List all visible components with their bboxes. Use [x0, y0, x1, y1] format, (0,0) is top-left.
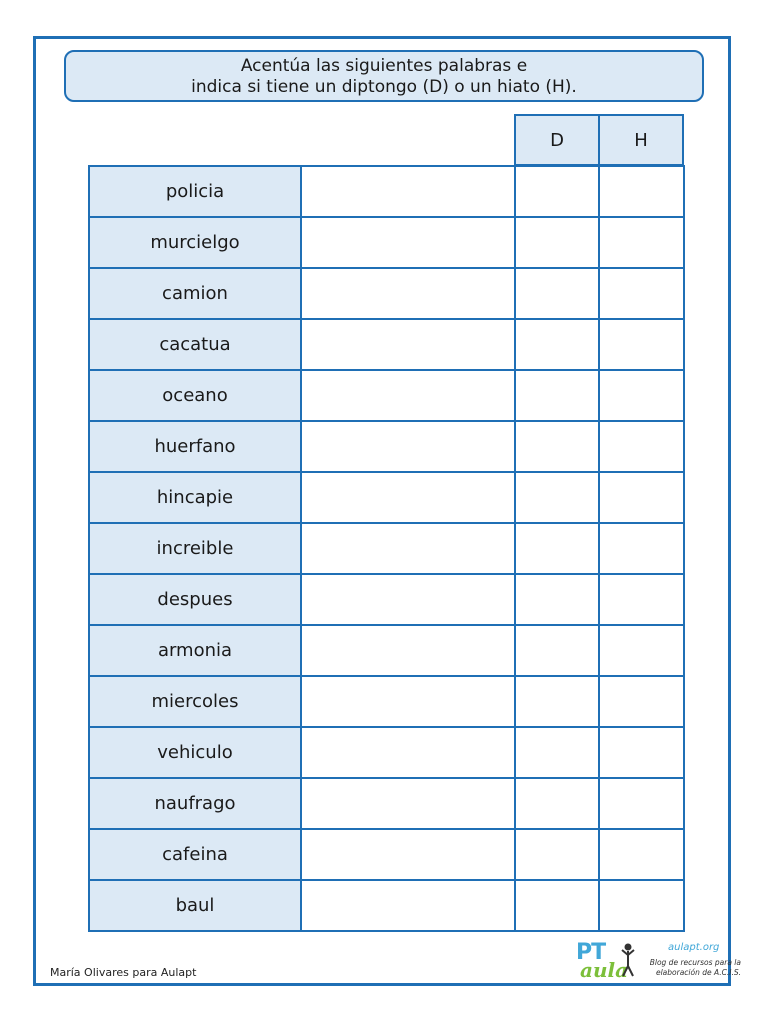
- word-cell: oceano: [88, 369, 302, 422]
- hiato-cell[interactable]: [598, 828, 685, 881]
- table-row: [88, 675, 685, 726]
- answer-cell[interactable]: [300, 522, 516, 575]
- hiato-cell[interactable]: [598, 522, 685, 575]
- diptongo-cell[interactable]: [514, 369, 600, 422]
- table-row: [88, 471, 685, 522]
- site-desc-line-1: Blog de recursos para la: [649, 958, 741, 967]
- hiato-cell[interactable]: [598, 420, 685, 473]
- column-header-h: H: [598, 114, 684, 166]
- answer-cell[interactable]: [300, 165, 516, 218]
- table-row: [88, 522, 685, 573]
- hiato-cell[interactable]: [598, 777, 685, 830]
- diptongo-cell[interactable]: [514, 879, 600, 932]
- answer-cell[interactable]: [300, 777, 516, 830]
- answer-cell[interactable]: [300, 216, 516, 269]
- instruction-line-2: indica si tiene un diptongo (D) o un hiato (H).: [191, 77, 577, 97]
- diptongo-cell[interactable]: [514, 318, 600, 371]
- table-row: [88, 318, 685, 369]
- answer-cell[interactable]: [300, 624, 516, 677]
- answer-cell[interactable]: [300, 573, 516, 626]
- table-row: [88, 624, 685, 675]
- answer-cell[interactable]: [300, 471, 516, 524]
- diptongo-cell[interactable]: [514, 573, 600, 626]
- answer-cell[interactable]: [300, 318, 516, 371]
- hiato-cell[interactable]: [598, 624, 685, 677]
- diptongo-cell[interactable]: [514, 165, 600, 218]
- table-row: [88, 828, 685, 879]
- table-row: [88, 369, 685, 420]
- word-cell: naufrago: [88, 777, 302, 830]
- site-url: aulapt.org: [668, 942, 720, 953]
- table-row: [88, 777, 685, 828]
- word-cell: increible: [88, 522, 302, 575]
- answer-cell[interactable]: [300, 369, 516, 422]
- logo-figure-icon: [620, 942, 636, 978]
- hiato-cell[interactable]: [598, 369, 685, 422]
- logo-aula-text: aula: [580, 958, 629, 982]
- word-table: [88, 165, 685, 930]
- diptongo-cell[interactable]: [514, 471, 600, 524]
- word-cell: miercoles: [88, 675, 302, 728]
- table-row: [88, 216, 685, 267]
- hiato-cell[interactable]: [598, 216, 685, 269]
- instruction-line-1: Acentúa las siguientes palabras e: [240, 56, 528, 76]
- word-cell: camion: [88, 267, 302, 320]
- diptongo-cell[interactable]: [514, 522, 600, 575]
- hiato-cell[interactable]: [598, 879, 685, 932]
- diptongo-cell[interactable]: [514, 216, 600, 269]
- diptongo-cell[interactable]: [514, 726, 600, 779]
- answer-cell[interactable]: [300, 675, 516, 728]
- logo-pt-text: PT: [576, 940, 606, 965]
- hiato-cell[interactable]: [598, 573, 685, 626]
- hiato-cell[interactable]: [598, 267, 685, 320]
- table-row: [88, 165, 685, 216]
- instruction-box: [64, 50, 704, 102]
- answer-cell[interactable]: [300, 726, 516, 779]
- word-cell: hincapie: [88, 471, 302, 524]
- hiato-cell[interactable]: [598, 165, 685, 218]
- site-description: [645, 958, 741, 978]
- hiato-cell[interactable]: [598, 318, 685, 371]
- answer-cell[interactable]: [300, 879, 516, 932]
- hiato-cell[interactable]: [598, 726, 685, 779]
- column-header-d: D: [514, 114, 600, 166]
- diptongo-cell[interactable]: [514, 420, 600, 473]
- diptongo-cell[interactable]: [514, 777, 600, 830]
- table-row: [88, 879, 685, 930]
- table-row: [88, 420, 685, 471]
- word-cell: despues: [88, 573, 302, 626]
- footer-author: María Olivares para Aulapt: [50, 966, 197, 979]
- diptongo-cell[interactable]: [514, 267, 600, 320]
- hiato-cell[interactable]: [598, 471, 685, 524]
- hiato-cell[interactable]: [598, 675, 685, 728]
- word-cell: cafeina: [88, 828, 302, 881]
- word-cell: vehiculo: [88, 726, 302, 779]
- aulapt-logo: [576, 940, 638, 980]
- answer-cell[interactable]: [300, 828, 516, 881]
- word-cell: policia: [88, 165, 302, 218]
- site-desc-line-2: elaboración de A.C.I.S.: [655, 968, 741, 977]
- diptongo-cell[interactable]: [514, 624, 600, 677]
- diptongo-cell[interactable]: [514, 828, 600, 881]
- word-cell: huerfano: [88, 420, 302, 473]
- table-row: [88, 726, 685, 777]
- word-cell: murcielgo: [88, 216, 302, 269]
- table-row: [88, 573, 685, 624]
- answer-cell[interactable]: [300, 420, 516, 473]
- table-row: [88, 267, 685, 318]
- word-cell: baul: [88, 879, 302, 932]
- word-cell: cacatua: [88, 318, 302, 371]
- word-cell: armonia: [88, 624, 302, 677]
- diptongo-cell[interactable]: [514, 675, 600, 728]
- answer-cell[interactable]: [300, 267, 516, 320]
